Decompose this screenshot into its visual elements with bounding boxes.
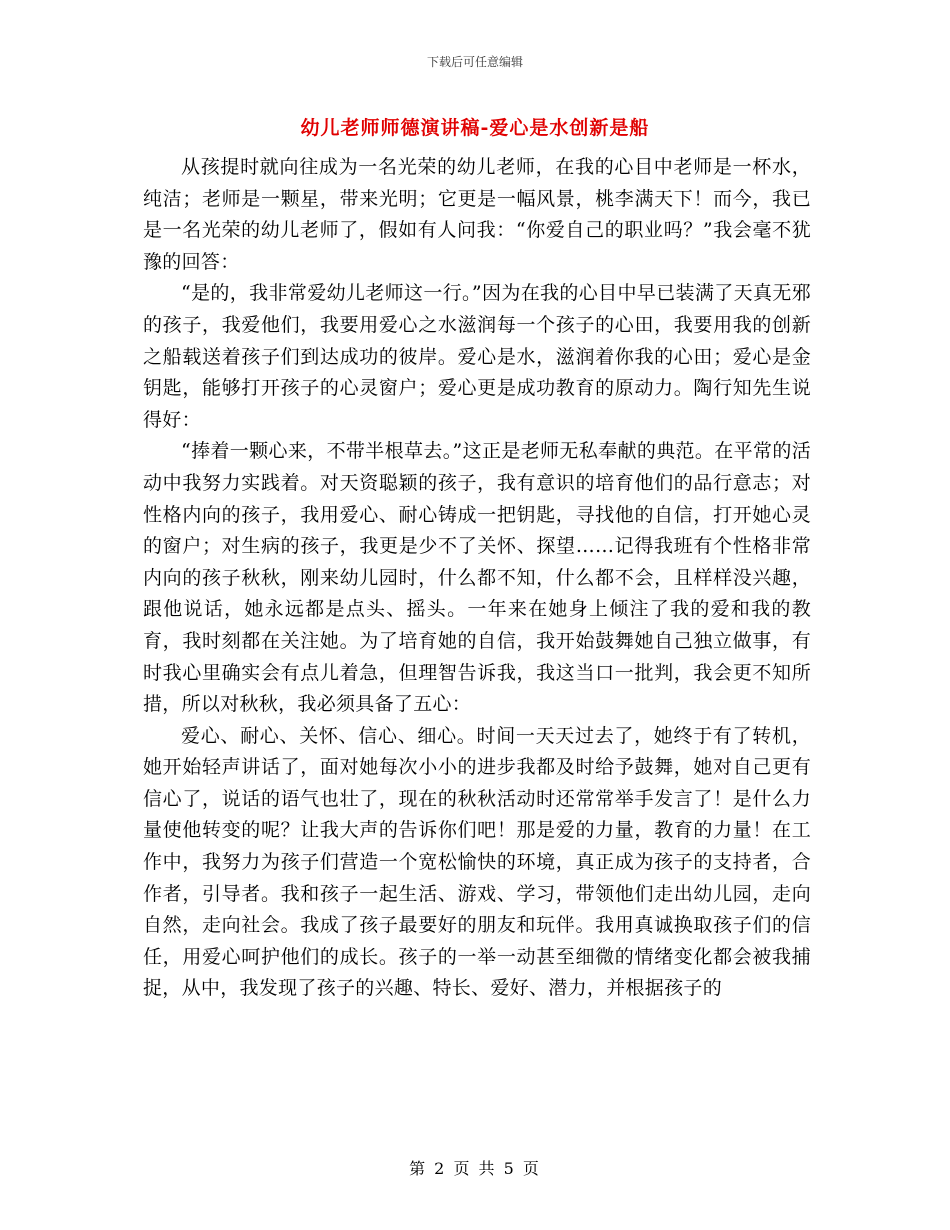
- paragraph: 从孩提时就向往成为一名光荣的幼儿老师，在我的心目中老师是一杯水，纯洁；老师是一颗星，带来光明；它更是一幅风景，桃李满天下！而今，我已是一名光荣的幼儿老师了，假如有人问我：“你爱自己的职业吗？”我会毫不犹豫的回答：: [143, 156, 811, 273]
- page-number: 第 2 页 共 5 页: [409, 1159, 541, 1178]
- paragraph: “是的，我非常爱幼儿老师这一行。”因为在我的心目中早已装满了天真无邪的孩子，我爱他们，我要用爱心之水滋润每一个孩子的心田，我要用我的创新之船载送着孩子们到达成功的彼岸。爱心是水，滋润着你我的心田；爱心是金钥匙，能够打开孩子的心灵窗户；爱心更是成功教育的原动力。陶行知先生说得好：: [143, 282, 811, 431]
- document-title: 幼儿老师师德演讲稿-爱心是水创新是船: [300, 117, 650, 139]
- paragraph: 爱心、耐心、关怀、信心、细心。时间一天天过去了，她终于有了转机，她开始轻声讲话了，面对她每次小小的进步我都及时给予鼓舞，她对自己更有信心了，说话的语气也壮了，现在的秋秋活动时还常常举手发言了！是什么力量使他转变的呢？让我大声的告诉你们吧！那是爱的力量，教育的力量！在工作中，我努力为孩子们营造一个宽松愉快的环境，真正成为孩子的支持者，合作者，引导者。我和孩子一起生活、游戏、学习，带领他们走出幼儿园，走向自然，走向社会。我成了孩子最要好的朋友和玩伴。我用真诚换取孩子们的信任，用爱心呵护他们的成长。孩子的一举一动甚至细微的情绪变化都会被我捕捉，从中，我发现了孩子的兴趣、特长、爱好、潜力，并根据孩子的: [143, 724, 811, 1000]
- document-body: [143, 152, 811, 1005]
- paragraph: “捧着一颗心来，不带半根草去。”这正是老师无私奉献的典范。在平常的活动中我努力实践着。对天资聪颖的孩子，我有意识的培育他们的品行意志；对性格内向的孩子，我用爱心、耐心铸成一把钥匙，寻找他的自信，打开她心灵的窗户；对生病的孩子，我更是少不了关怀、探望……记得我班有个性格非常内向的孩子秋秋，刚来幼儿园时，什么都不知，什么都不会，且样样没兴趣，跟他说话，她永远都是点头、摇头。一年来在她身上倾注了我的爱和我的教育，我时刻都在关注她。为了培育她的自信，我开始鼓舞她自己独立做事，有时我心里确实会有点儿着急，但理智告诉我，我这当口一批判，我会更不知所措，所以对秋秋，我必须具备了五心：: [143, 440, 811, 716]
- header-note: 下载后可任意编辑: [426, 55, 523, 69]
